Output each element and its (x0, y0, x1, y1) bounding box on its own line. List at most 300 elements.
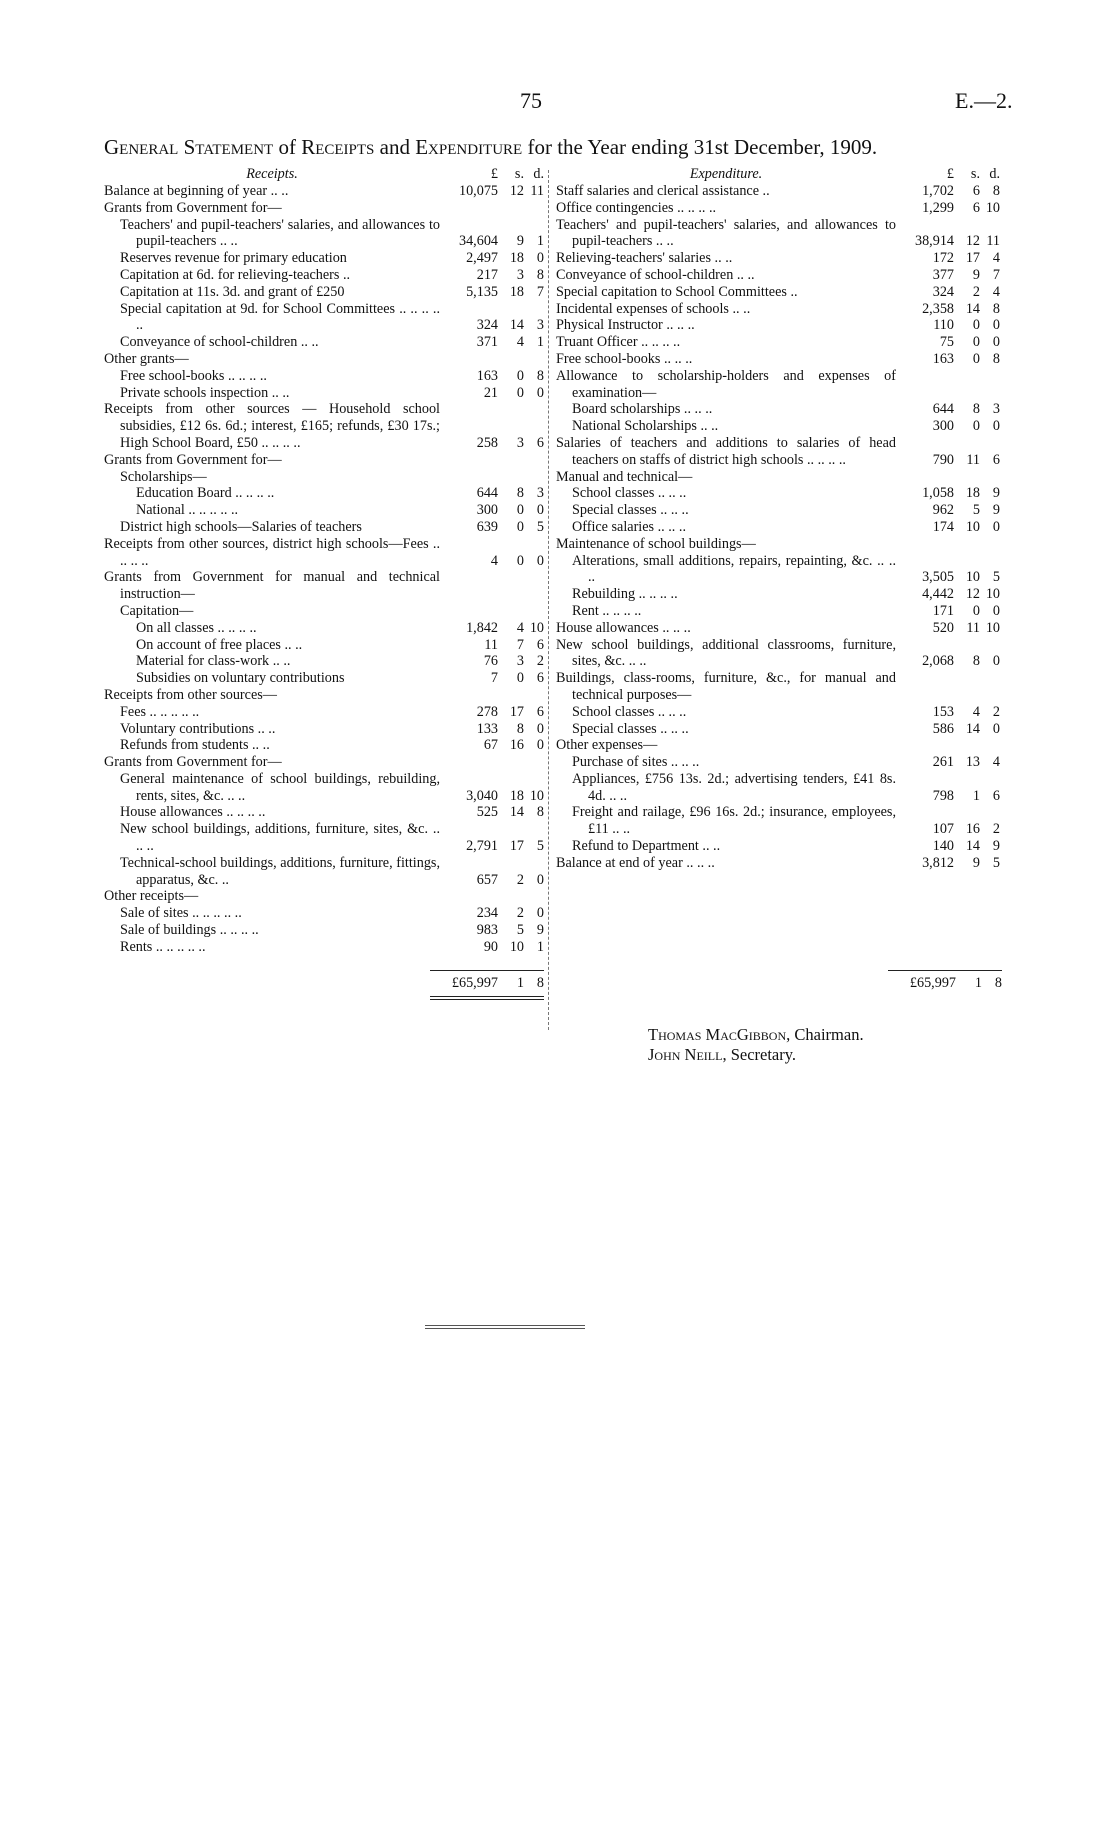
row-shillings: 9 (516, 233, 524, 250)
row-pounds: 3,040 (466, 787, 498, 804)
row-label: Salaries of teachers and additions to salaries of head teachers on staffs of district high schools .. .. .. .. (556, 434, 896, 468)
row-shillings: 14 (509, 317, 524, 334)
expenditure-header (556, 166, 1000, 183)
ledger-row (556, 435, 1000, 469)
row-pounds: 300 (476, 502, 498, 519)
row-label: Rents .. .. .. .. .. (120, 938, 206, 955)
row-pounds: 4 (490, 552, 498, 569)
expenditure-rows (556, 183, 1000, 872)
chairman-signature (648, 1025, 864, 1045)
row-pounds: 258 (476, 434, 498, 451)
row-shillings: 14 (965, 720, 980, 737)
row-label: Manual and technical— (556, 468, 693, 485)
row-pounds: 2,497 (466, 250, 498, 267)
secretary-name: John Neill, (648, 1045, 727, 1064)
row-label: Staff salaries and clerical assistance .. (556, 183, 770, 199)
row-pence: 7 (536, 283, 544, 300)
row-label: Capitation— (120, 602, 194, 619)
row-pounds: 7 (490, 670, 498, 687)
row-label: Grants from Government for— (104, 199, 282, 216)
ledger-row (556, 418, 1000, 435)
ledger-row (556, 855, 1000, 872)
row-label: Voluntary contributions .. .. (120, 720, 276, 737)
row-label: Truant Officer .. .. .. .. (556, 334, 681, 351)
row-pence: 4 (992, 250, 1000, 267)
receipts-heading: Receipts. (246, 166, 298, 182)
ledger-row (104, 183, 544, 200)
total-shillings: 1 (974, 975, 982, 991)
row-pence: 0 (992, 518, 1000, 535)
ledger-row (556, 721, 1000, 738)
row-pence: 5 (992, 854, 1000, 871)
row-label: Special classes .. .. .. (572, 502, 689, 519)
shillings-header: s. (970, 166, 980, 182)
row-pence: 6 (536, 703, 544, 720)
row-pounds: 1,702 (922, 183, 954, 199)
ledger-row (104, 267, 544, 284)
row-shillings: 8 (972, 653, 980, 670)
row-pence: 5 (992, 569, 1000, 586)
ledger-row (556, 267, 1000, 284)
row-pounds: 644 (476, 485, 498, 502)
ledger-row (556, 754, 1000, 771)
row-label: On all classes .. .. .. .. (136, 619, 257, 636)
row-shillings: 10 (965, 569, 980, 586)
expenditure-column (556, 166, 1000, 872)
row-pounds: 3,505 (922, 569, 954, 586)
row-label: Education Board .. .. .. .. (136, 485, 275, 502)
row-shillings: 2 (516, 871, 524, 888)
row-label: Grants from Government for— (104, 754, 282, 771)
row-pence: 3 (536, 317, 544, 334)
row-shillings: 13 (965, 754, 980, 771)
row-label: Grants from Government for manual and technical instruction— (104, 569, 440, 603)
row-shillings: 9 (972, 266, 980, 283)
bottom-rule (425, 1325, 585, 1329)
row-pence: 0 (536, 905, 544, 922)
row-shillings: 17 (965, 250, 980, 267)
row-pence: 8 (536, 804, 544, 821)
row-pounds: 798 (932, 787, 954, 804)
ledger-row (104, 754, 544, 771)
page-number: 75 (520, 88, 542, 113)
row-label: Sale of buildings .. .. .. .. (120, 922, 259, 939)
row-label: Material for class-work .. .. (136, 653, 291, 670)
row-shillings: 0 (516, 367, 524, 384)
signatures (648, 1025, 864, 1065)
chairman-name: Thomas MacGibbon, (648, 1025, 791, 1044)
row-pounds: 133 (476, 720, 498, 737)
row-label: Alterations, small additions, repairs, repainting, &c. .. .. .. (572, 552, 896, 586)
row-label: Other receipts— (104, 888, 199, 905)
ledger-row (104, 737, 544, 754)
total-pence: 8 (536, 975, 544, 991)
ledger-row (104, 250, 544, 267)
title-word: General (104, 135, 179, 159)
row-shillings: 16 (965, 821, 980, 838)
ledger-row (556, 737, 1000, 754)
row-pence: 6 (536, 636, 544, 653)
statement-title (104, 135, 1024, 160)
row-label: Office contingencies .. .. .. .. (556, 199, 717, 216)
row-pence: 9 (536, 922, 544, 939)
row-pounds: 110 (933, 317, 954, 334)
ledger-row (104, 603, 544, 620)
row-pounds: 75 (939, 334, 954, 351)
ledger-row (556, 519, 1000, 536)
row-pounds: 261 (932, 754, 954, 771)
row-label: Relieving-teachers' salaries .. .. (556, 250, 733, 267)
row-pounds: 2,791 (466, 838, 498, 855)
row-pence: 0 (992, 317, 1000, 334)
row-shillings: 0 (516, 502, 524, 519)
row-pence: 9 (992, 502, 1000, 519)
row-shillings: 4 (516, 619, 524, 636)
receipts-rows (104, 183, 544, 956)
row-pounds: 2,068 (922, 653, 954, 670)
row-shillings: 0 (972, 350, 980, 367)
row-pence: 8 (536, 367, 544, 384)
row-label: Incidental expenses of schools .. .. (556, 300, 751, 317)
row-shillings: 8 (516, 720, 524, 737)
row-label: Other grants— (104, 350, 189, 367)
row-shillings: 6 (972, 183, 980, 199)
row-shillings: 14 (965, 300, 980, 317)
row-pence: 0 (536, 384, 544, 401)
row-pence: 0 (536, 720, 544, 737)
row-label: Grants from Government for— (104, 451, 282, 468)
row-pounds: 163 (932, 350, 954, 367)
row-pence: 8 (992, 350, 1000, 367)
row-label: On account of free places .. .. (136, 636, 303, 653)
row-label: Fees .. .. .. .. .. (120, 703, 200, 720)
ledger-row (556, 502, 1000, 519)
ledger-row (556, 469, 1000, 486)
row-shillings: 12 (965, 233, 980, 250)
ledger-row (556, 317, 1000, 334)
row-label: Capitation at 6d. for relieving-teachers .. (120, 266, 351, 283)
ledger-row (556, 250, 1000, 267)
row-pence: 5 (536, 838, 544, 855)
row-shillings: 0 (516, 670, 524, 687)
row-pence: 6 (536, 670, 544, 687)
row-shillings: 8 (972, 401, 980, 418)
row-label: Balance at end of year .. .. .. (556, 854, 715, 871)
row-shillings: 7 (516, 636, 524, 653)
row-label: Subsidies on voluntary contributions (136, 670, 345, 687)
secretary-role: Secretary. (730, 1045, 797, 1064)
ledger-row (104, 502, 544, 519)
row-pence: 0 (992, 334, 1000, 351)
row-label: Refund to Department .. .. (572, 838, 721, 855)
ledger-row (104, 385, 544, 402)
row-pounds: 300 (932, 418, 954, 435)
row-pounds: 174 (932, 518, 954, 535)
total-row (430, 975, 544, 992)
row-pence: 0 (536, 250, 544, 267)
ledger-row (104, 519, 544, 536)
row-pence: 4 (992, 283, 1000, 300)
ledger-row (556, 620, 1000, 637)
row-shillings: 18 (509, 250, 524, 267)
title-rest: for the Year ending 31st December, 1909. (527, 135, 878, 159)
row-pounds: 639 (476, 518, 498, 535)
row-shillings: 3 (516, 434, 524, 451)
row-label: School classes .. .. .. (572, 703, 687, 720)
row-pounds: 983 (476, 922, 498, 939)
row-pounds: 3,812 (922, 854, 954, 871)
title-word: Expenditure (415, 135, 523, 159)
row-label: Maintenance of school buildings— (556, 535, 756, 552)
ledger-row (104, 284, 544, 301)
row-pounds: 76 (483, 653, 498, 670)
ledger-row (104, 704, 544, 721)
title-word: of (278, 135, 296, 159)
ledger-row (104, 536, 544, 570)
row-label: Physical Instructor .. .. .. (556, 317, 695, 334)
row-label: Receipts from other sources— (104, 686, 277, 703)
row-pence: 8 (992, 183, 1000, 199)
ledger-row (104, 452, 544, 469)
ledger-row (556, 401, 1000, 418)
receipts-column (104, 166, 544, 956)
row-pounds: 153 (932, 703, 954, 720)
row-pounds: 657 (476, 871, 498, 888)
ledger-row (104, 200, 544, 217)
row-label: Special capitation to School Committees .. (556, 283, 798, 300)
ledger-row (104, 721, 544, 738)
column-divider (548, 170, 549, 1030)
row-shillings: 8 (516, 485, 524, 502)
row-pence: 4 (992, 754, 1000, 771)
row-shillings: 0 (516, 384, 524, 401)
total-pounds: £65,997 (451, 975, 498, 991)
ledger-row (104, 687, 544, 704)
row-pence: 8 (536, 266, 544, 283)
ledger-row (104, 368, 544, 385)
ledger-row (556, 603, 1000, 620)
row-shillings: 18 (965, 485, 980, 502)
row-shillings: 17 (509, 838, 524, 855)
row-label: Sale of sites .. .. .. .. .. (120, 905, 242, 922)
row-pounds: 377 (932, 266, 954, 283)
ledger-row (104, 905, 544, 922)
row-label: Rent .. .. .. .. (572, 602, 642, 619)
ledger-row (556, 334, 1000, 351)
row-pounds: 586 (932, 720, 954, 737)
row-label: National .. .. .. .. .. (136, 502, 239, 519)
row-shillings: 4 (972, 703, 980, 720)
row-label: Capitation at 11s. 3d. and grant of £250 (120, 283, 345, 300)
row-pence: 8 (992, 300, 1000, 317)
row-label: House allowances .. .. .. .. (120, 804, 266, 821)
row-shillings: 9 (972, 854, 980, 871)
row-label: Purchase of sites .. .. .. (572, 754, 700, 771)
row-shillings: 14 (965, 838, 980, 855)
row-label: Teachers' and pupil-teachers' salaries, and allowances to pupil-teachers .. .. (120, 216, 440, 250)
row-pence: 7 (992, 266, 1000, 283)
row-pounds: 163 (476, 367, 498, 384)
row-shillings: 18 (509, 283, 524, 300)
row-pence: 10 (985, 619, 1000, 636)
ledger-row (556, 838, 1000, 855)
row-shillings: 12 (509, 183, 524, 199)
row-pounds: 1,299 (922, 199, 954, 216)
ledger-row (104, 922, 544, 939)
row-pence: 0 (536, 502, 544, 519)
row-pounds: 1,058 (922, 485, 954, 502)
row-pounds: 2,358 (922, 300, 954, 317)
row-label: Free school-books .. .. .. .. (120, 367, 267, 384)
pence-header: d. (533, 166, 544, 182)
ledger-row (104, 939, 544, 956)
row-label: Buildings, class-rooms, furniture, &c., for manual and technical purposes— (556, 670, 896, 703)
row-label: Conveyance of school-children .. .. (120, 334, 319, 351)
row-shillings: 0 (972, 418, 980, 435)
row-pounds: 38,914 (914, 233, 954, 250)
row-pounds: 21 (483, 384, 498, 401)
row-pence: 0 (992, 602, 1000, 619)
row-pence: 10 (529, 787, 544, 804)
ledger-row (556, 485, 1000, 502)
row-pence: 2 (992, 703, 1000, 720)
ledger-row (104, 653, 544, 670)
ledger-row (556, 637, 1000, 671)
row-pence: 6 (536, 434, 544, 451)
row-label: Board scholarships .. .. .. (572, 401, 713, 418)
row-shillings: 16 (509, 737, 524, 754)
receipts-header (104, 166, 544, 183)
row-pence: 0 (992, 653, 1000, 670)
row-shillings: 3 (516, 266, 524, 283)
row-label: Free school-books .. .. .. (556, 350, 693, 367)
chairman-role: Chairman. (794, 1025, 864, 1044)
total-pence: 8 (994, 975, 1002, 991)
row-label: Teachers' and pupil-teachers' salaries, and allowances to pupil-teachers .. .. (556, 216, 896, 250)
row-label: Other expenses— (556, 737, 658, 754)
row-pounds: 278 (476, 703, 498, 720)
row-shillings: 17 (509, 703, 524, 720)
row-label: Special capitation at 9d. for School Committees .. .. .. .. .. (120, 300, 440, 334)
ledger-row (104, 855, 544, 889)
row-shillings: 1 (972, 787, 980, 804)
ledger-row (104, 485, 544, 502)
row-pence: 0 (536, 552, 544, 569)
ledger-row (556, 804, 1000, 838)
ledger-row (104, 888, 544, 905)
total-row (888, 975, 1002, 992)
row-label: Rebuilding .. .. .. .. (572, 586, 678, 603)
row-shillings: 2 (516, 905, 524, 922)
row-pence: 3 (536, 485, 544, 502)
pence-header: d. (989, 166, 1000, 182)
ledger-row (556, 351, 1000, 368)
row-pounds: 520 (932, 619, 954, 636)
ledger-row (104, 569, 544, 603)
ledger-row (556, 200, 1000, 217)
expenditure-total (888, 970, 1002, 992)
row-pence: 9 (992, 838, 1000, 855)
row-label: Special classes .. .. .. (572, 720, 689, 737)
ledger-row (556, 284, 1000, 301)
row-pounds: 371 (476, 334, 498, 351)
row-pence: 3 (992, 401, 1000, 418)
row-pounds: 140 (932, 838, 954, 855)
row-label: General maintenance of school buildings, rebuilding, rents, sites, &c. .. .. (120, 770, 440, 804)
row-shillings: 11 (966, 451, 980, 468)
row-pence: 1 (536, 334, 544, 351)
shillings-header: s. (514, 166, 524, 182)
expenditure-heading: Expenditure. (689, 166, 763, 182)
row-pounds: 11 (484, 636, 498, 653)
row-pounds: 34,604 (458, 233, 498, 250)
ledger-row (556, 536, 1000, 553)
total-shillings: 1 (516, 975, 524, 991)
row-shillings: 5 (516, 922, 524, 939)
row-pence: 10 (985, 586, 1000, 603)
row-pence: 6 (992, 787, 1000, 804)
row-label: Receipts from other sources, district high schools—Fees .. .. .. .. (104, 535, 440, 569)
row-pounds: 234 (476, 905, 498, 922)
row-pounds: 1,842 (466, 619, 498, 636)
row-shillings: 10 (509, 938, 524, 955)
ledger-row (556, 183, 1000, 200)
total-pounds: £65,997 (909, 975, 956, 991)
row-label: Office salaries .. .. .. (572, 518, 686, 535)
ledger-row (104, 670, 544, 687)
ledger-row (104, 804, 544, 821)
ledger-row (556, 771, 1000, 805)
ledger-row (104, 620, 544, 637)
ledger-row (104, 469, 544, 486)
title-word: Statement (183, 135, 274, 159)
row-pence: 1 (536, 938, 544, 955)
row-pence: 9 (992, 485, 1000, 502)
row-label: New school buildings, additions, furniture, sites, &c. .. .. .. (120, 821, 440, 855)
row-shillings: 6 (972, 199, 980, 216)
row-pounds: 324 (932, 283, 954, 300)
row-pence: 2 (536, 653, 544, 670)
ledger-row (104, 351, 544, 368)
row-pounds: 962 (932, 502, 954, 519)
row-shillings: 4 (516, 334, 524, 351)
ledger-row (556, 217, 1000, 251)
row-label: Freight and railage, £96 16s. 2d.; insurance, employees, £11 .. .. (572, 804, 896, 838)
row-label: House allowances .. .. .. (556, 619, 691, 636)
ledger-row (104, 637, 544, 654)
row-label: Scholarships— (120, 468, 207, 485)
row-shillings: 0 (516, 518, 524, 535)
ledger-row (556, 368, 1000, 402)
row-shillings: 12 (965, 586, 980, 603)
row-label: Allowance to scholarship-holders and expenses of examination— (556, 367, 896, 401)
ledger-row (556, 301, 1000, 318)
receipts-total (430, 970, 544, 1000)
row-pounds: 525 (476, 804, 498, 821)
ledger-row (104, 771, 544, 805)
page-code: E.—2. (955, 88, 1013, 113)
row-pounds: 172 (932, 250, 954, 267)
row-pence: 10 (985, 199, 1000, 216)
row-shillings: 14 (509, 804, 524, 821)
row-pence: 0 (992, 418, 1000, 435)
row-shillings: 11 (966, 619, 980, 636)
row-shillings: 5 (972, 502, 980, 519)
row-pence: 0 (536, 871, 544, 888)
ledger-row (104, 334, 544, 351)
row-pounds: 90 (483, 938, 498, 955)
row-pounds: 644 (932, 401, 954, 418)
